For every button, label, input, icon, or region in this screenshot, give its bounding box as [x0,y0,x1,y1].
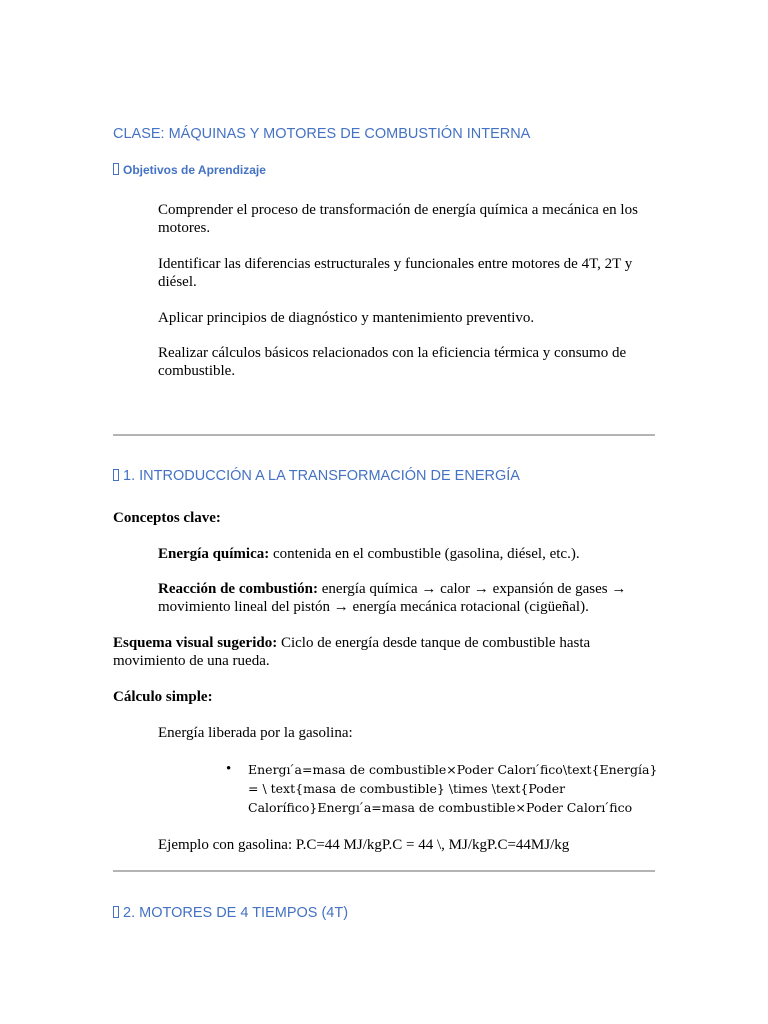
gasoline-example: Ejemplo con gasolina: P.C=44 MJ/kgP.C = 44 \, MJ/kgP.C=44MJ/kg [158,837,570,853]
document-title: CLASE: MÁQUINAS Y MOTORES DE COMBUSTIÓN INTERNA [113,126,531,142]
missing-glyph-icon [113,163,119,175]
reaction-text: energía química → calor → expansión de gases → movimiento lineal del pistón → energía mecánica rotacional (cigüeñal). [158,581,627,615]
missing-glyph-icon [113,906,119,918]
energy-definition [158,545,658,563]
section1-heading-text: 1. INTRODUCCIÓN A LA TRANSFORMACIÓN DE ENERGÍA [123,468,520,484]
energy-term: Energía química: [158,546,270,562]
horizontal-rule [113,870,655,872]
horizontal-rule [113,434,655,436]
concepts-label: Conceptos clave: [113,510,221,526]
missing-glyph-icon [113,469,119,481]
scheme-term: Esquema visual sugerido: [113,635,278,651]
objectives-heading [113,163,266,177]
reaction-term: Reacción de combustión: [158,581,318,597]
scheme-text: Ciclo de energía desde tanque de combustible hasta movimiento de una rueda. [113,635,591,669]
calc-label: Cálculo simple: [113,689,213,705]
section2-heading [113,905,348,921]
section2-heading-text: 2. MOTORES DE 4 TIEMPOS (4T) [123,905,349,921]
energy-text: contenida en el combustible (gasolina, diésel, etc.). [269,546,580,562]
objective-item: Identificar las diferencias estructurales y funcionales entre motores de 4T, 2T y diésel. [158,256,633,290]
energy-released-text: Energía liberada por la gasolina: [158,725,353,741]
objective-item: Comprender el proceso de transformación de energía química a mecánica en los motores. [158,202,638,236]
objective-item: Aplicar principios de diagnóstico y mantenimiento preventivo. [158,310,535,326]
energy-formula: Energı ́a=masa de combustible×Poder Calorı ́fico\text{Energía} = \ text{masa de combustible} \times \text{Poder Calorífico}Energı ́a=masa de combustible×Poder Calorı ́fico [248,762,658,815]
section1-heading [113,468,520,484]
objective-item: Realizar cálculos básicos relacionados con la eficiencia térmica y consumo de combustible. [158,345,627,379]
scheme-suggestion [113,634,613,670]
bullet-icon: • [226,761,232,777]
objectives-heading-text: Objetivos de Aprendizaje [123,163,266,177]
reaction-definition [158,580,638,616]
